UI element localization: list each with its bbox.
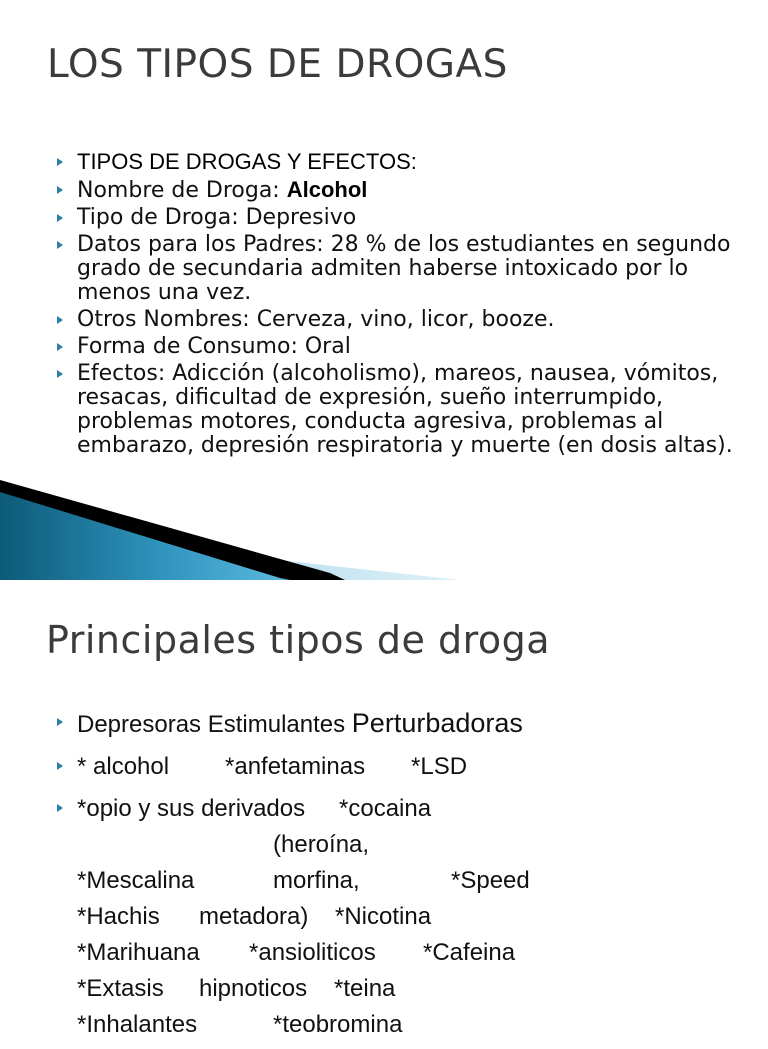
bullet-icon (57, 241, 63, 249)
cell: *Hachis (77, 903, 160, 930)
drug-type-text: Tipo de Droga: Depresivo (77, 205, 357, 230)
cell: *teobromina (273, 1011, 403, 1038)
cell: *Cafeina (423, 939, 516, 966)
list-item (47, 335, 737, 359)
cell: *Speed (451, 867, 530, 894)
bullet-icon (57, 158, 63, 166)
cell: *Mescalina (77, 867, 195, 894)
cell: *Nicotina (335, 903, 432, 930)
header-depresoras: Depresoras (77, 711, 202, 738)
cell: * alcohol (77, 753, 170, 780)
cell: *ansioliticos (249, 939, 376, 966)
cell: *Inhalantes (77, 1011, 198, 1038)
list-item (47, 178, 737, 203)
bullet-icon (57, 718, 63, 726)
drug-name-value: Alcohol (286, 177, 368, 202)
slide-1-bullet-list (47, 150, 737, 461)
slide-2 (0, 580, 768, 1038)
cell: *teina (334, 975, 396, 1002)
header-estimulantes: Estimulantes (207, 711, 346, 738)
bullet-icon (57, 804, 63, 812)
list-item (47, 150, 737, 175)
section-heading: TIPOS DE DROGAS Y EFECTOS: (77, 149, 417, 174)
decorative-swoosh (0, 480, 480, 580)
bullet-icon (57, 214, 63, 222)
list-item-row-1 (47, 749, 747, 785)
cell: *Extasis (77, 975, 164, 1002)
bullet-icon (57, 370, 63, 378)
other-names-text: Otros Nombres: Cerveza, vino, licor, booze. (77, 307, 555, 332)
bullet-icon (57, 316, 63, 324)
list-item (47, 362, 737, 458)
list-item-headers (47, 705, 747, 743)
bullet-icon (57, 186, 63, 194)
slide-2-title: Principales tipos de droga (46, 618, 551, 662)
consumption-text: Forma de Consumo: Oral (77, 334, 351, 359)
cell: *Marihuana (77, 939, 200, 966)
bullet-icon (57, 343, 63, 351)
slide-1-title: LOS TIPOS DE DROGAS (47, 42, 508, 87)
effects-text: Efectos: Adicción (alcoholismo), mareos, nausea, vómitos, resacas, dificultad de expresión, sueño interrumpido, problemas motores, conducta agresiva, problemas al embarazo, depresión respiratoria y muerte (en dosis altas). (77, 361, 733, 458)
cell: *LSD (411, 753, 468, 780)
cell: (heroína, morfina, (273, 831, 370, 894)
cell: metadora) (199, 903, 309, 930)
cell: *anfetaminas (225, 753, 366, 780)
list-item-row-2 (47, 791, 747, 1043)
cell: hipnoticos (199, 975, 308, 1002)
parents-data-text: Datos para los Padres: 28 % de los estudiantes en segundo grado de secundaria admiten haberse intoxicado por lo menos una vez. (77, 232, 731, 305)
list-item (47, 233, 737, 305)
bullet-icon (57, 762, 63, 770)
header-perturbadoras: Perturbadoras (351, 708, 523, 738)
list-item (47, 206, 737, 230)
slide-2-bullet-list (47, 705, 747, 1049)
cell: *cocaina (339, 795, 432, 822)
drug-name-label: Nombre de Droga: (77, 178, 287, 203)
list-item (47, 308, 737, 332)
cell: *opio y sus derivados (77, 795, 306, 822)
